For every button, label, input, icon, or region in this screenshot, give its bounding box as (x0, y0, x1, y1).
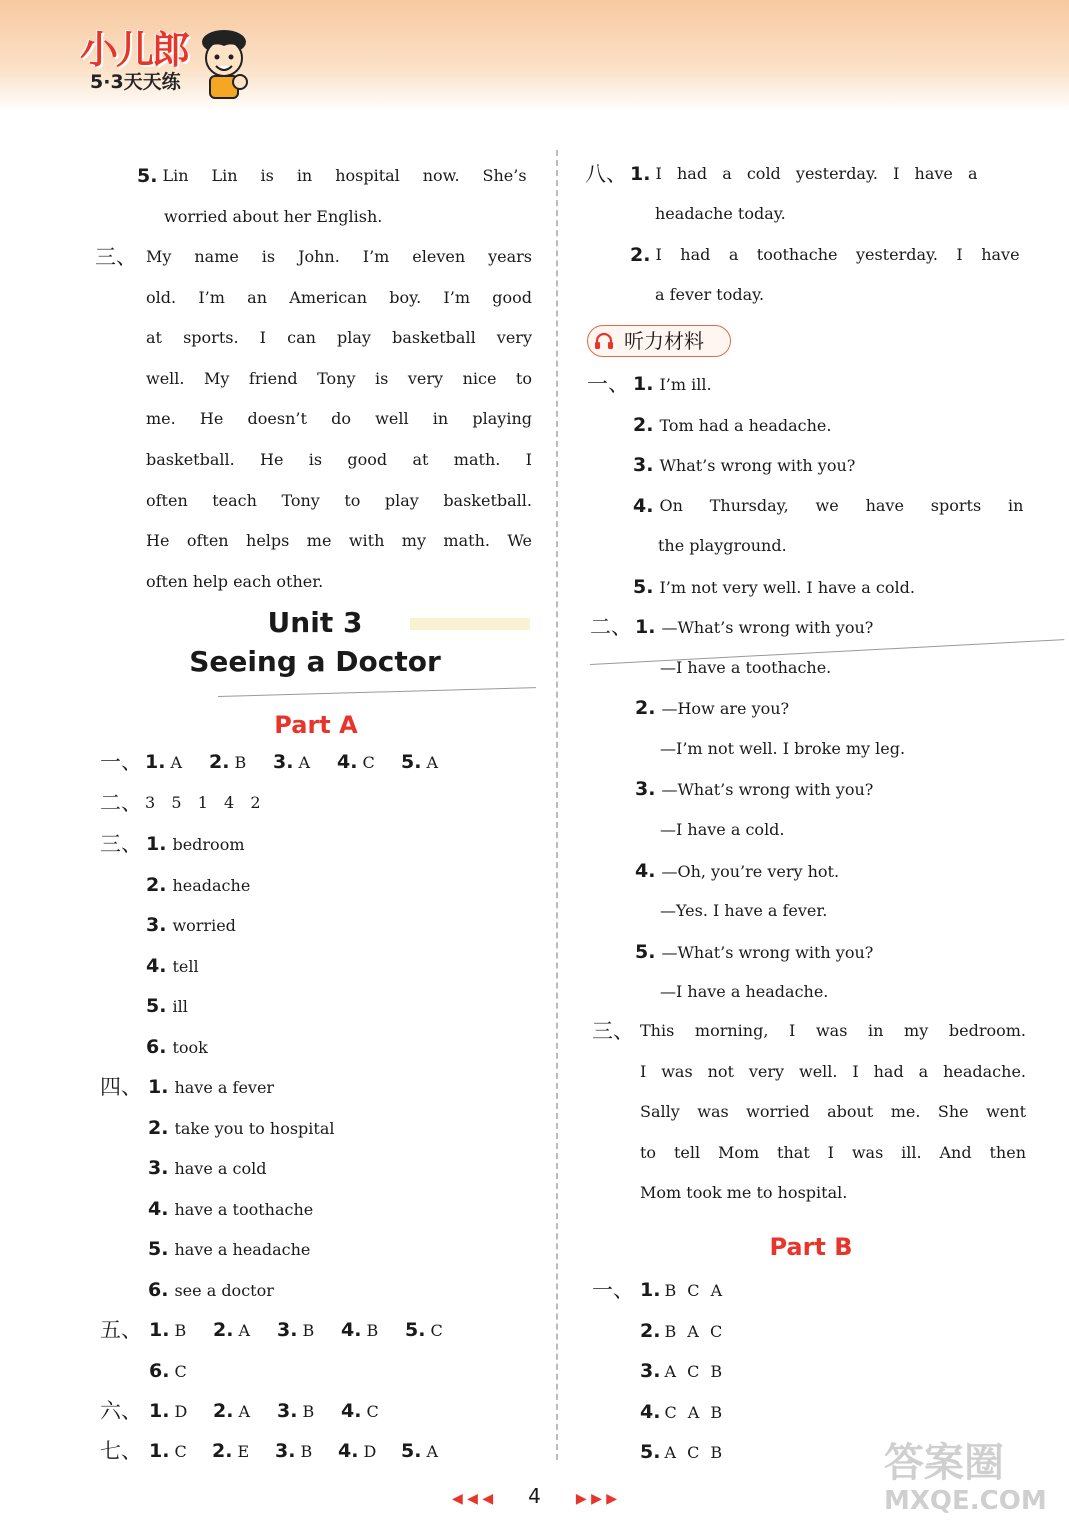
answer-value: bedroom (172, 835, 245, 854)
answer-value: C (174, 1442, 187, 1461)
item-number: 1. (630, 163, 651, 185)
item-number: 5. (635, 940, 656, 963)
answer-number: 6. (146, 1036, 167, 1058)
listening-item (633, 451, 855, 480)
answer-value: headache (172, 875, 251, 895)
answer-item (277, 1397, 314, 1426)
answer-number: 3. (273, 751, 294, 773)
answer-item (273, 748, 310, 777)
answer-value: A (298, 753, 311, 772)
answer-item (341, 1316, 378, 1345)
item-text: —I have a toothache. (660, 657, 832, 677)
answer-number: 6. (148, 1279, 169, 1301)
section-label: 八、 (585, 162, 627, 186)
section-label: 一、 (100, 750, 142, 774)
dialogue-line (660, 978, 828, 1006)
answer-value: D (363, 1442, 377, 1461)
item-number: 4. (635, 859, 656, 882)
item-text: I had a cold yesterday. I have a (655, 164, 978, 183)
answer-item (640, 1438, 725, 1467)
answer-item (212, 1437, 249, 1466)
answer-number: 2. (213, 1319, 234, 1341)
answer-item (148, 1154, 266, 1183)
passage-line: He often helps me with my math. We (146, 531, 532, 551)
logo-title: 小儿郎 (80, 28, 189, 72)
answer-number: 1. (149, 1440, 170, 1462)
unit-subtitle: Seeing a Doctor (189, 645, 441, 678)
answer-number: 5. (401, 1440, 422, 1462)
item-text: Tom had a headache. (659, 415, 832, 435)
answer-number: 4. (338, 1440, 359, 1462)
answer-number: 2. (146, 873, 167, 896)
answer-value: A C B (664, 1362, 726, 1382)
answer-value: B (300, 1442, 313, 1461)
answer-number: 4. (337, 751, 358, 773)
dialogue-line (635, 775, 873, 804)
answer-number: 3. (277, 1400, 298, 1422)
item-text: worried about her English. (164, 207, 383, 226)
item-2 (630, 241, 1020, 270)
right-arrows-icon: ▶ ▶ ▶ (575, 1491, 618, 1507)
answer-value: C (430, 1321, 443, 1340)
answer-value: ill (172, 997, 188, 1017)
answer-value: B (366, 1321, 379, 1340)
answer-value: have a headache (174, 1240, 311, 1260)
answer-number: 1. (640, 1279, 661, 1301)
answer-item (640, 1398, 725, 1427)
answer-item (277, 1316, 314, 1345)
answer-item (149, 1437, 187, 1466)
dialogue-line (660, 735, 905, 763)
answer-item (401, 1437, 438, 1466)
item-text: —I’m not well. I broke my leg. (660, 738, 906, 758)
page-header (0, 0, 1069, 112)
answer-value: C A B (664, 1402, 726, 1422)
section-label: 一、 (592, 1278, 634, 1302)
dialogue-line (660, 816, 785, 844)
answer-value: took (172, 1038, 208, 1057)
answer-number: 3. (640, 1360, 661, 1383)
answer-value: have a cold (174, 1159, 267, 1179)
section-label: 五、 (100, 1318, 142, 1342)
answer-item (146, 992, 188, 1021)
dialogue-line (635, 613, 873, 642)
answer-number: 2. (209, 751, 230, 773)
answer-value: have a fever (174, 1078, 275, 1097)
passage-line: basketball. He is good at math. I (146, 450, 532, 469)
item-text: a fever today. (655, 285, 765, 304)
answer-value: B C A (664, 1281, 726, 1300)
answer-item (148, 1276, 274, 1305)
answer-item (148, 1114, 334, 1143)
answer-value: E (237, 1442, 250, 1461)
answer-number: 5. (405, 1319, 426, 1341)
answer-number: 4. (146, 954, 167, 977)
answer-number: 1. (146, 833, 167, 855)
dialogue-line (635, 857, 839, 886)
item-text: —What’s wrong with you? (661, 942, 874, 962)
answer-value: take you to hospital (174, 1118, 335, 1138)
part-b-heading: Part B (769, 1233, 853, 1261)
answer-number: 1. (148, 1076, 169, 1098)
item-number: 3. (635, 778, 656, 801)
answer-number: 3. (277, 1319, 298, 1341)
listening-item (633, 492, 1023, 521)
listening-item (633, 411, 831, 440)
item-text: —I have a cold. (660, 820, 785, 839)
section-label: 三、 (592, 1019, 634, 1043)
passage-line: Sally was worried about me. She went (640, 1102, 1026, 1122)
mascot-icon (198, 30, 252, 102)
dialogue-line (660, 897, 827, 925)
answer-number: 5. (146, 995, 167, 1018)
passage-line: often help each other. (146, 571, 324, 591)
answer-item (149, 1357, 187, 1386)
listening-item (633, 573, 915, 602)
listening-item (633, 370, 712, 399)
item-number: 4. (633, 494, 654, 517)
item-number: 5. (137, 165, 158, 187)
section-label: 六、 (100, 1399, 142, 1423)
answer-number: 3. (275, 1440, 296, 1462)
section-label: 三、 (95, 245, 137, 269)
item-number: 2. (630, 244, 651, 266)
item-text: I’m not very well. I have a cold. (659, 578, 915, 597)
answer-value: C (174, 1362, 187, 1381)
answer-item (640, 1357, 725, 1386)
unit-title: Unit 3 (267, 606, 363, 639)
passage-line: often teach Tony to play basketball. (146, 490, 532, 510)
item-number: 2. (635, 697, 656, 720)
answer-number: 1. (149, 1400, 170, 1422)
answer-value: worried (172, 916, 236, 936)
section-label: 七、 (100, 1439, 142, 1463)
passage-line: I was not very well. I had a headache. (640, 1061, 1026, 1081)
passage-line: to tell Mom that I was ill. And then (640, 1142, 1026, 1162)
item-text: the playground. (658, 536, 787, 556)
answer-value: A C B (664, 1443, 726, 1463)
answer-number: 5. (640, 1441, 661, 1464)
logo (80, 30, 188, 94)
answer-value: B A C (664, 1321, 726, 1341)
answer-item (148, 1195, 313, 1224)
answer-value: A (238, 1402, 251, 1421)
section-label: 一、 (587, 372, 629, 396)
item-text: headache today. (655, 204, 786, 223)
answer-item (640, 1317, 725, 1346)
answer-number: 1. (145, 751, 166, 773)
answer-item (149, 1397, 187, 1426)
item-number: 3. (633, 454, 654, 477)
passage-line: This morning, I was in my bedroom. (640, 1021, 1026, 1040)
watermark-top: 答案圈 (884, 1440, 1004, 1486)
passage-line: My name is John. I’m eleven years (146, 247, 532, 266)
answer-item (146, 911, 236, 940)
answer-item (640, 1276, 725, 1305)
item-text: —Yes. I have a fever. (660, 901, 828, 921)
dialogue-line (660, 654, 831, 682)
answer-item (146, 871, 250, 900)
item-text: —Oh, you’re very hot. (661, 861, 840, 881)
section-label: 四、 (100, 1075, 142, 1099)
answer-value: 3 5 1 4 2 (145, 793, 263, 812)
answer-number: 5. (401, 751, 422, 773)
answer-number: 4. (341, 1400, 362, 1422)
item-text: I had a toothache yesterday. I have (655, 245, 1020, 264)
dialogue-line (635, 694, 789, 723)
passage-line: at sports. I can play basketball very (146, 328, 532, 348)
left-arrows-icon: ◀ ◀ ◀ (451, 1491, 494, 1507)
page-number: 4 (528, 1484, 541, 1508)
section-label: 三、 (100, 832, 142, 856)
answer-item (275, 1437, 312, 1466)
answer-value: tell (172, 956, 199, 976)
watermark (884, 1440, 1047, 1516)
answer-item (145, 748, 182, 777)
item-number: 2. (633, 413, 654, 436)
item-number: 1. (633, 373, 654, 395)
answer-value: C (362, 753, 375, 772)
answer-number: 4. (148, 1197, 169, 1220)
item-5 (137, 162, 527, 191)
answer-number: 2. (640, 1319, 661, 1342)
dialogue-line (635, 938, 873, 967)
answer-value: have a toothache (174, 1199, 314, 1219)
answer-number: 4. (640, 1400, 661, 1423)
answer-item (341, 1397, 379, 1426)
answer-value: B (302, 1321, 315, 1340)
logo-subtitle: 5·3天天练 (90, 71, 181, 93)
answer-value: C (366, 1402, 379, 1421)
answer-item (213, 1316, 250, 1345)
answer-item (146, 830, 245, 859)
answer-value: A (170, 753, 183, 772)
passage-line: old. I’m an American boy. I’m good (146, 287, 532, 307)
answer-item (337, 748, 375, 777)
answer-number: 4. (341, 1319, 362, 1341)
watermark-bottom: MXQE.COM (884, 1486, 1047, 1516)
item-1 (630, 160, 978, 189)
answer-value: A (426, 1442, 439, 1461)
answer-item (338, 1437, 376, 1466)
passage-line: well. My friend Tony is very nice to (146, 368, 532, 388)
answer-value: D (174, 1402, 188, 1421)
part-a-heading: Part A (274, 711, 358, 739)
answer-item (405, 1316, 443, 1345)
answer-value: B (174, 1321, 187, 1340)
item-text: —What’s wrong with you? (661, 618, 874, 637)
column-divider (556, 150, 558, 1460)
answer-number: 2. (212, 1440, 233, 1462)
answer-number: 6. (149, 1360, 170, 1382)
answer-value: A (426, 753, 439, 772)
answer-item (146, 1033, 208, 1062)
headphones-icon (594, 332, 614, 350)
answer-value: B (234, 753, 247, 772)
section-label: 二、 (100, 791, 142, 815)
answer-number: 5. (148, 1238, 169, 1261)
item-text: —I have a headache. (660, 982, 829, 1002)
item-text: —What’s wrong with you? (661, 780, 874, 800)
item-number: 1. (635, 616, 656, 638)
scan-line (218, 687, 536, 697)
answer-item (148, 1235, 310, 1264)
item-number: 5. (633, 576, 654, 598)
answer-number: 2. (148, 1116, 169, 1139)
answer-item (401, 748, 438, 777)
answer-value: see a doctor (174, 1281, 274, 1300)
answer-number: 1. (149, 1319, 170, 1341)
listening-item (658, 532, 787, 560)
answer-item (149, 1316, 186, 1345)
answer-value: B (302, 1402, 315, 1421)
item-text: On Thursday, we have sports in (659, 495, 1024, 515)
item-text: I’m ill. (659, 375, 712, 394)
section-label: 二、 (590, 615, 632, 639)
listening-material-tag (587, 325, 731, 357)
item-text: Lin Lin is in hospital now. She’s (162, 166, 527, 185)
answer-value: A (238, 1321, 251, 1340)
answer-item (213, 1397, 250, 1426)
answer-number: 3. (148, 1157, 169, 1180)
answer-number: 2. (213, 1400, 234, 1422)
passage-line: me. He doesn’t do well in playing (146, 409, 532, 429)
answer-item (209, 748, 246, 777)
answer-item (148, 1073, 274, 1102)
passage-line: Mom took me to hospital. (640, 1183, 848, 1203)
answer-item (146, 952, 199, 981)
tag-label: 听力材料 (624, 329, 704, 353)
answer-number: 3. (146, 914, 167, 937)
item-text: What’s wrong with you? (659, 456, 856, 476)
item-text: —How are you? (661, 699, 790, 719)
